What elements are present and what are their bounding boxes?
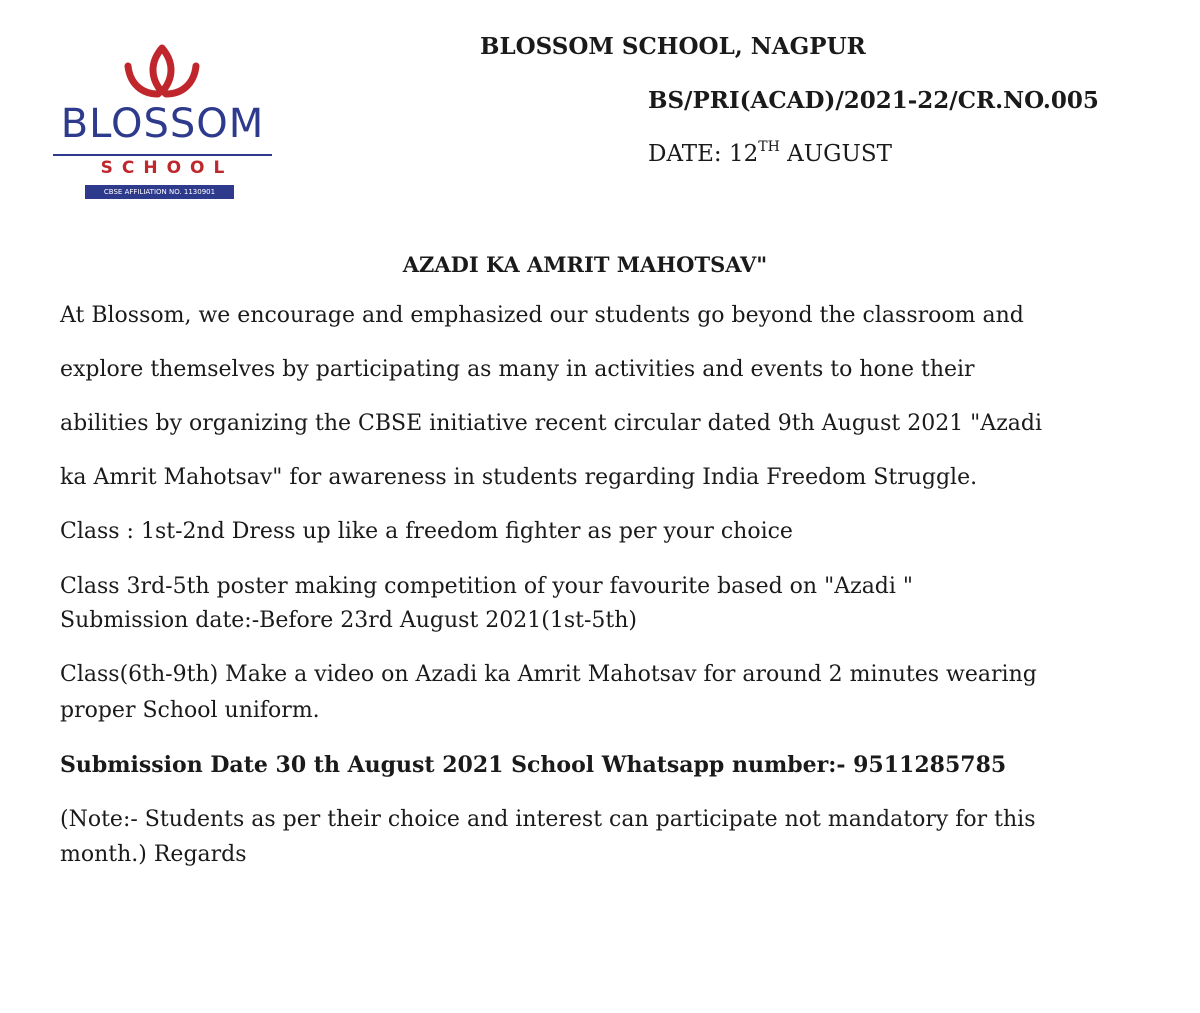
logo-affiliation-badge: CBSE AFFILIATION NO. 1130901 — [85, 185, 234, 199]
intro-paragraph-line: explore themselves by participating as many in activities and events to hone their — [60, 357, 975, 382]
date-prefix: DATE: 12 — [648, 141, 759, 167]
note-line: (Note:- Students as per their choice and interest can participate not mandatory for this — [60, 807, 1036, 832]
intro-paragraph-line: At Blossom, we encourage and emphasized our students go beyond the classroom and — [60, 303, 1024, 328]
date-ordinal-suffix: TH — [758, 139, 780, 155]
intro-paragraph-line: ka Amrit Mahotsav" for awareness in students regarding India Freedom Struggle. — [60, 465, 978, 490]
school-logo — [50, 40, 275, 202]
circular-title: AZADI KA AMRIT MAHOTSAV" — [402, 252, 768, 277]
class-3-5-activity: Class 3rd-5th poster making competition of your favourite based on "Azadi " — [60, 574, 914, 599]
circular-reference-number: BS/PRI(ACAD)/2021-22/CR.NO.005 — [648, 87, 1099, 114]
circular-date — [648, 141, 892, 167]
note-line-regards: month.) Regards — [60, 842, 247, 867]
date-month: AUGUST — [779, 141, 892, 167]
class-1-2-activity: Class : 1st-2nd Dress up like a freedom fighter as per your choice — [60, 519, 793, 544]
logo-subword: SCHOOL — [100, 158, 234, 178]
lotus-flower-icon — [50, 40, 275, 110]
logo-divider — [53, 154, 272, 156]
intro-paragraph-line: abilities by organizing the CBSE initiative recent circular dated 9th August 2021 "Azadi — [60, 411, 1043, 436]
class-3-5-submission-date: Submission date:-Before 23rd August 2021(1st-5th) — [60, 608, 637, 633]
class-6-9-activity: Class(6th-9th) Make a video on Azadi ka Amrit Mahotsav for around 2 minutes wearing — [60, 662, 1037, 687]
class-6-9-activity-cont: proper School uniform. — [60, 698, 320, 723]
logo-wordmark: BLOSSOM — [60, 101, 265, 147]
submission-details: Submission Date 30 th August 2021 School Whatsapp number:- 9511285785 — [60, 752, 1007, 778]
school-name-heading: BLOSSOM SCHOOL, NAGPUR — [480, 33, 866, 60]
